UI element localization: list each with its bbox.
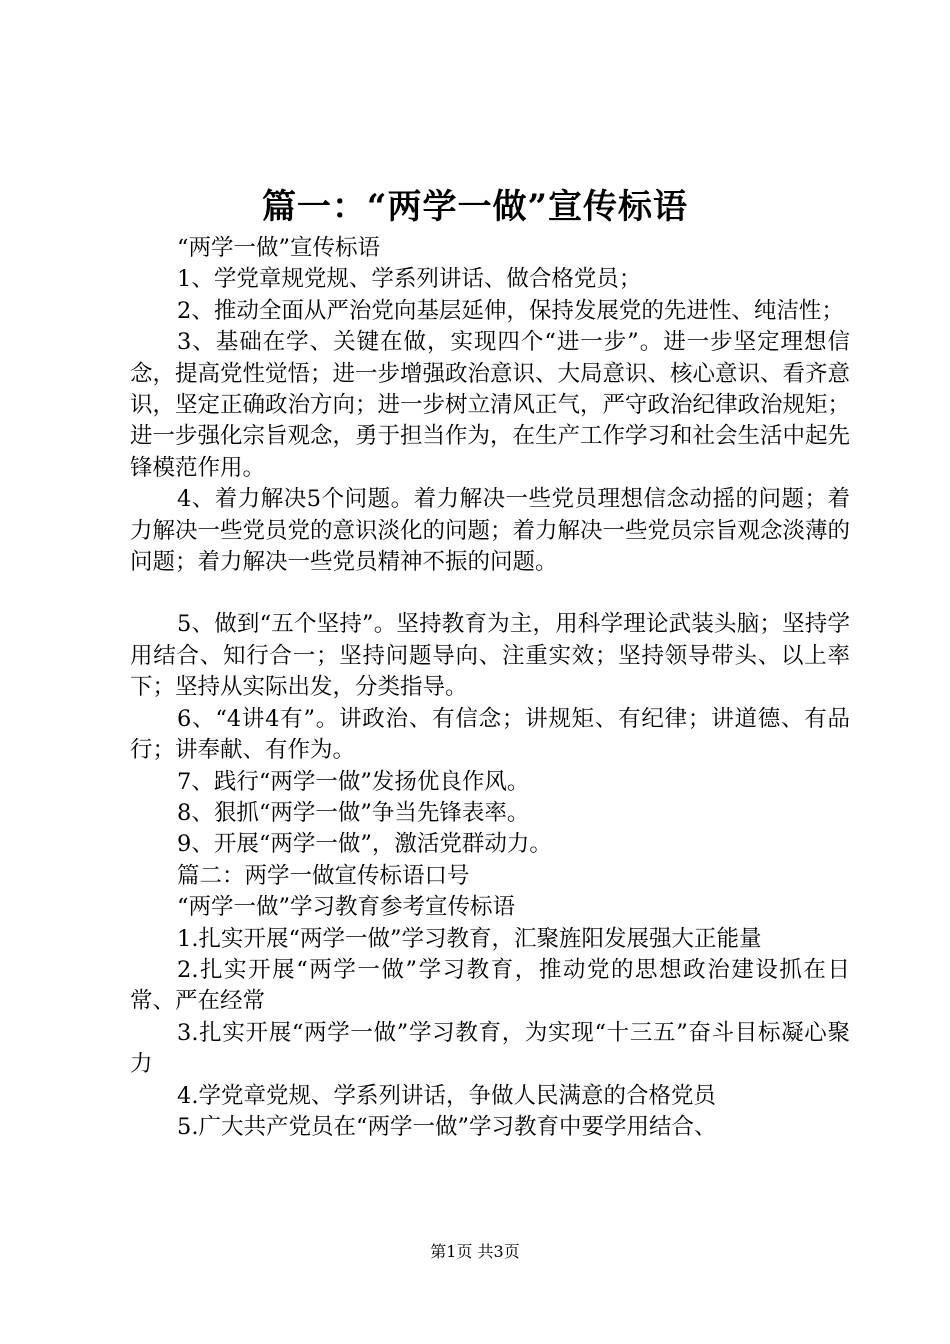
slogan-item-4: 4.学党章党规、学系列讲话，争做人民满意的合格党员	[177, 1082, 716, 1109]
paragraph-item-7: 7、践行“两学一做”发扬优良作风。	[177, 768, 530, 795]
paragraph-item-6: 6、“4讲4有”。讲政治、有信念；讲规矩、有纪律；讲道德、有品行；讲奉献、有作为。	[130, 705, 850, 764]
slogan-item-1: 1.扎实开展“两学一做”学习教育，汇聚旌阳发展强大正能量	[177, 925, 762, 952]
document-body	[130, 233, 850, 1143]
paragraph-item-8: 8、狠抓“两学一做”争当先锋表率。	[177, 799, 530, 826]
paragraph-item-4: 4、着力解决5个问题。着力解决一些党员理想信念动摇的问题；着力解决一些党员党的意识淡化的问题；着力解决一些党员宗旨观念淡薄的问题；着力解决一些党员精神不振的问题。	[130, 486, 851, 576]
slogan-item-2: 2.扎实开展“两学一做”学习教育，推动党的思想政治建设抓在日常、严在经常	[130, 956, 850, 1015]
paragraph-item-2: 2、推动全面从严治党向基层延伸，保持发展党的先进性、纯洁性；	[177, 297, 844, 324]
paragraph-item-1: 1、学党章规党规、学系列讲话、做合格党员；	[177, 266, 642, 293]
section-heading-2: 篇二：两学一做宣传标语口号	[177, 862, 470, 889]
page-number: 第1页	[430, 1242, 473, 1261]
paragraph-item-9: 9、开展“两学一做”，激活党群动力。	[177, 831, 552, 858]
paragraph-subtitle: “两学一做”宣传标语	[177, 235, 381, 261]
paragraph-item-3: 3、基础在学、关键在做，实现四个“进一步”。进一步坚定理想信念，提高党性觉悟；进一步增强政治意识、大局意识、核心意识、看齐意识，坚定正确政治方向；进一步树立清风正气，严守政治纪律政治规矩；进一步强化宗旨观念，勇于担当作为，在生产工作学习和社会生活中起先锋模范作用。	[130, 329, 851, 481]
page-total: 共3页	[477, 1242, 520, 1261]
paragraph-item-5: 5、做到“五个坚持”。坚持教育为主，用科学理论武装头脑；坚持学用结合、知行合一；坚持问题导向、注重实效；坚持领导带头、以上率下；坚持从实际出发，分类指导。	[130, 611, 850, 701]
document-title: 篇一：“两学一做”宣传标语	[261, 187, 689, 227]
section-subtitle-2: “两学一做”学习教育参考宣传标语	[177, 894, 516, 921]
slogan-item-5: 5.广大共产党员在“两学一做”学习教育中要学用结合、	[177, 1113, 717, 1140]
page-footer	[0, 1241, 950, 1263]
slogan-item-3: 3.扎实开展“两学一做”学习教育，为实现“十三五”奋斗目标凝心聚力	[130, 1019, 850, 1078]
